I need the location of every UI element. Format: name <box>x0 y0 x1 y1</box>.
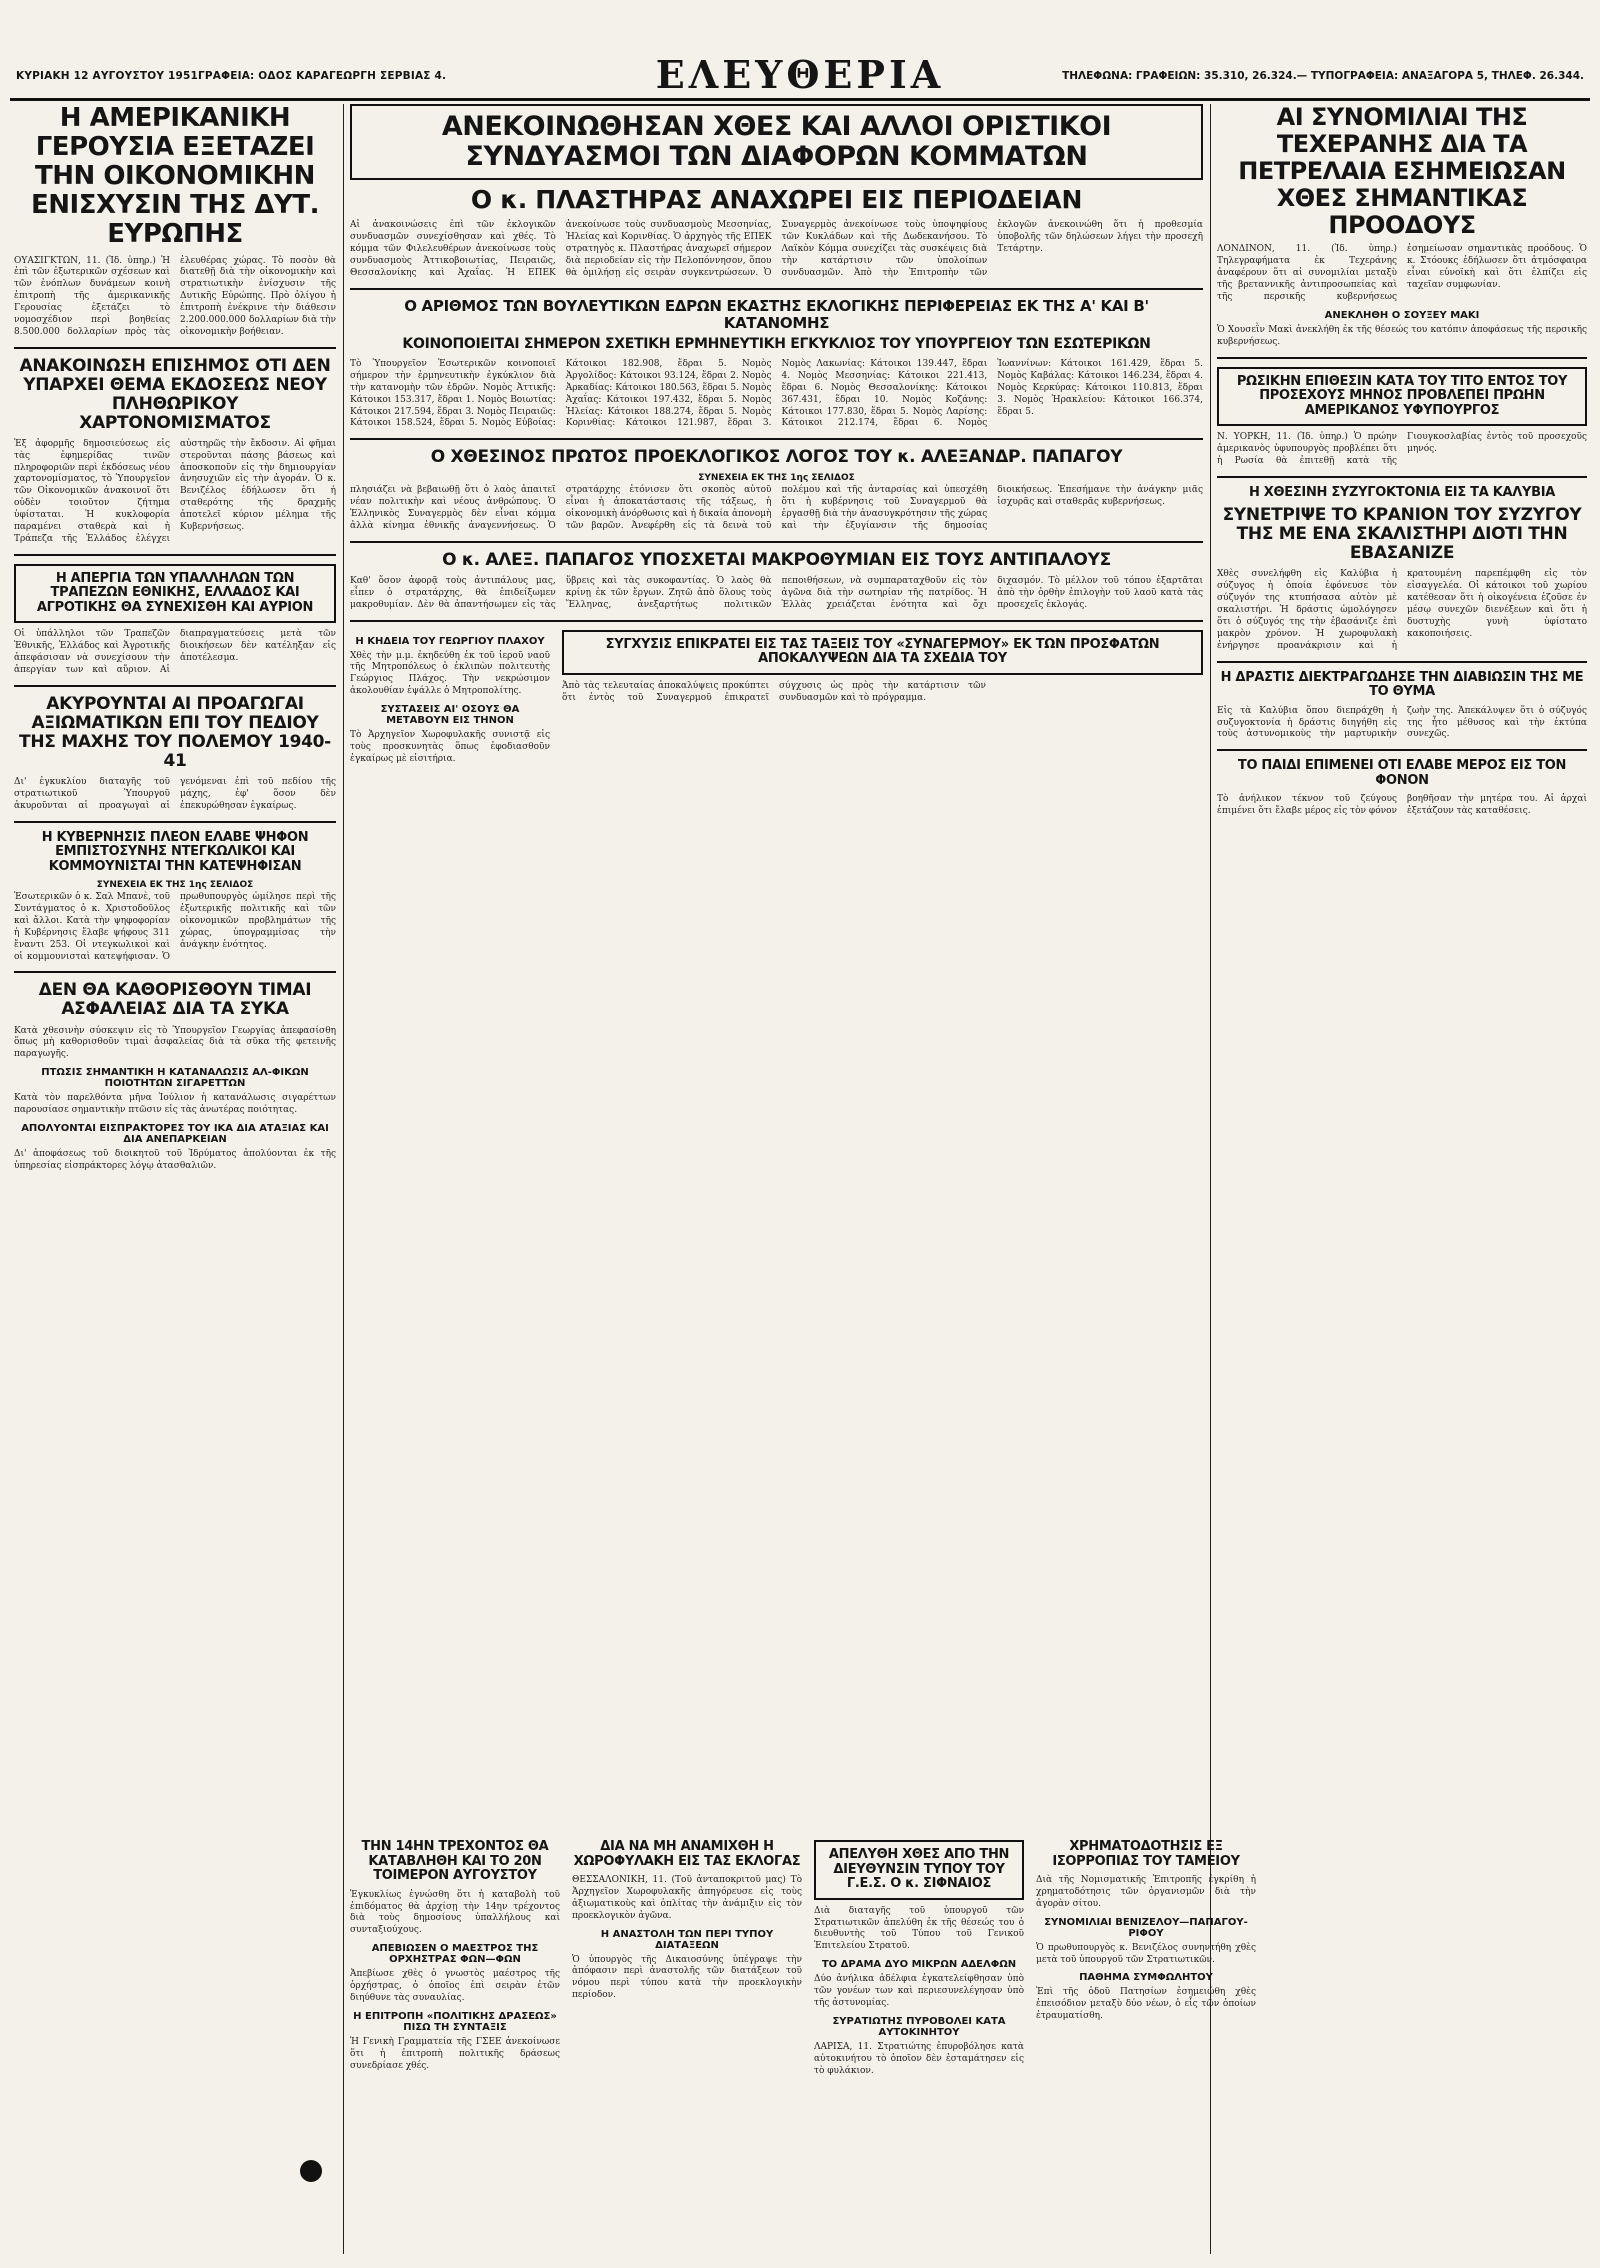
article-financing: Διὰ τῆς Νομισματικῆς Ἐπιτροπῆς ἐγκρίθη ἡ χρηματοδότησις τῶν ὀργανισμῶν διὰ τὴν ἀγορὰν σίτου. <box>1036 1875 1256 1909</box>
headline-child: ΤΟ ΠΑΙΔΙ ΕΠΙΜΕΝΕΙ ΟΤΙ ΕΛΑΒΕ ΜΕΡΟΣ ΕΙΣ ΤΟΝ ΦΟΝΟΝ <box>1237 758 1567 788</box>
article-committee: Ἡ Γενικὴ Γραμματεία τῆς ΓΣΕΕ ἀνεκοίνωσε ὅτι ἡ ἐπιτροπὴ πολιτικῆς δράσεως συνεδρίασε χθές. <box>350 2036 560 2071</box>
headline-circular: ΚΟΙΝΟΠΟΙΕΙΤΑΙ ΣΗΜΕΡΟΝ ΣΧΕΤΙΚΗ ΕΡΜΗΝΕΥΤΙΚΗ ΕΓΚΥΚΛΙΟΣ ΤΟΥ ΥΠΟΥΡΓΕΙΟΥ ΤΩΝ ΕΣΩΤΕΡΙΚΩΝ <box>402 336 1151 353</box>
article-kalyvia: Χθὲς συνελήφθη εἰς Καλύβια ἡ σύζυγος ἡ ὁποία ἐφόνευσε τὸν σύζυγόν της κτυπήσασα αὐτὸν μὲ σκαλιστήρι. Ἡ δράστις ὡμολόγησεν ὅτι ὁ σύζυγός της τὴν ἐβασάνιζε ἐπὶ μακρὸν χρόνον. Ἡ χωροφυλακὴ ἐνήργησε προανάκρισιν καὶ ἡ κρατουμένη παρεπέμφθη εἰς τὸν εἰσαγγελέα. Οἱ κάτοικοι τοῦ χωρίου κατέθεσαν ὅτι ἡ οἰκογένεια ἐζοῦσε ἐν μέσῳ συνεχῶν διενέξεων καὶ ὅτι ἡ δυστυχὴς γυνὴ ὑφίστατο κακοποιήσεις. <box>1217 569 1587 651</box>
bottom-strip <box>350 1840 1587 2077</box>
headline-promotions: ΑΚΥΡΟΥΝΤΑΙ ΑΙ ΠΡΟΑΓΩΓΑΙ ΑΞΙΩΜΑΤΙΚΩΝ ΕΠΙ ΤΟΥ ΠΕΔΙΟΥ ΤΗΣ ΜΑΧΗΣ ΤΟΥ ΠΟΛΕΜΟΥ 1940-41 <box>19 693 331 771</box>
newspaper-page <box>10 0 1590 2262</box>
article-us-senate: ΟΥΑΣΙΓΚΤΩΝ, 11. (Ἰδ. ὑπηρ.) Ἡ ἐπὶ τῶν ἐξωτερικῶν σχέσεων καὶ τῶν ἐνόπλων δυνάμεων κοινὴ ἐπιτροπὴ τῆς ἀμερικανικῆς Γερουσίας ἐξετάζει τὸ νομοσχέδιον περὶ βοηθείας 8.500.000 δολλαρίων πρὸς τὰς ἐλευθέρας χώρας. Τὸ ποσὸν θὰ διατεθῇ διὰ τὴν οἰκονομικὴν καὶ στρατιωτικὴν ἐνίσχυσιν τῆς Δυτικῆς Εὐρώπης. Πρὸ ὀλίγου ἡ ἐπιτροπὴ ἐνέκρινε τὴν διάθεσιν 2.200.000.000 δολλαρίων διὰ τὴν οἰκονομικὴν βοήθειαν. <box>14 255 336 337</box>
continuation-note: ΣΥΝΕΧΕΙΑ ΕΚ ΤΗΣ 1ης ΣΕΛΙΔΟΣ <box>96 880 254 891</box>
middle-column <box>350 104 1203 766</box>
subhead-talks: ΣΥΝΟΜΙΛΙΑΙ ΒΕΝΙΖΕΛΟΥ—ΠΑΠΑΓΟΥ-ΡΙΦΟΥ <box>1044 1916 1248 1939</box>
headline-allowance: ΤΗΝ 14ΗΝ ΤΡΕΧΟΝΤΟΣ ΘΑ ΚΑΤΑΒΛΗΘΗ ΚΑΙ ΤΟ 20Ν ΤΟΙΜΕΡΟΝ ΑΥΓΟΥΣΤΟΥ <box>361 1839 549 1884</box>
subhead-maki: ΑΝΕΚΛΗΘΗ Ο ΣΟΥΞΕΥ ΜΑΚΙ <box>1324 309 1480 321</box>
masthead <box>10 52 1590 101</box>
article-tinos: Τὸ Ἀρχηγεῖον Χωροφυλακῆς συνιστᾷ εἰς τοὺς προσκυνητὰς ὅπως ἐφοδιασθοῦν ἐγκαίρως μὲ εἰσιτήρια. <box>350 730 550 764</box>
article-coalitions: Αἱ ἀνακοινώσεις ἐπὶ τῶν ἐκλογικῶν συνδυασμῶν συνεχίσθησαν καὶ χθές. Τὸ κόμμα τῶν Φιλελευθέρων ἀνεκοίνωσε τοὺς συνδυασμοὺς Ἀττικοβοιωτίας, Πειραιῶς, Θεσσαλονίκης καὶ Ἀχαΐας. Ἡ ΕΠΕΚ ἀνεκοίνωσε τοὺς συνδυασμοὺς Μεσσηνίας, Ἠλείας καὶ Κορινθίας. Ὁ ἀρχηγὸς τῆς ΕΠΕΚ στρατηγὸς κ. Πλαστήρας ἀναχωρεῖ σήμερον διὰ περιοδείαν εἰς τὴν Πελοπόννησον, ὅπου θὰ ὁμιλήσῃ εἰς σειρὰν συγκεντρώσεων. Ὁ Συναγερμὸς ἀνεκοίνωσε τοὺς ὑποψηφίους τῶν Κυκλάδων καὶ τῆς Δωδεκανήσου. Τὸ Λαϊκὸν Κόμμα συνεχίζει τὰς συσκέψεις διὰ τὴν κατάρτισιν τῶν ὑπολοίπων συνδυασμῶν. Ἀπὸ τὴν Ἐπιτροπὴν τῶν ἐκλογῶν ἀνεκοινώθη ὅτι ἡ προθεσμία ὑποβολῆς τῶν δηλώσεων λήγει τὴν προσεχῆ Τετάρτην. <box>350 220 1203 278</box>
headline-kalyvia: Η ΧΘΕΣΙΝΗ ΣΥΖΥΓΟΚΤΟΝΙΑ ΕΙΣ ΤΑ ΚΑΛΥΒΙΑ <box>1248 484 1556 500</box>
subhead-soldier: ΣΥΡΑΤΙΩΤΗΣ ΠΥΡΟΒΟΛΕΙ ΚΑΤΑ ΑΥΤΟΚΙΝΗΤΟΥ <box>832 2015 1006 2038</box>
subhead-cigarettes: ΠΤΩΣΙΣ ΣΗΜΑΝΤΙΚΗ Η ΚΑΤΑΝΑΛΩΣΙΣ ΑΛ-ΦΙΚΩΝ ΠΟΙΟΤΗΤΩΝ ΣΙΓΑΡΕΤΤΩΝ <box>41 1067 309 1090</box>
subhead-maestro: ΑΠΕΒΙΩΣΕΝ Ο ΜΑΕΣΤΡΟΣ ΤΗΣ ΟΡΧΗΣΤΡΑΣ ΦΩΝ—ΦΩΝ <box>371 1943 539 1966</box>
article-figs: Κατὰ χθεσινὴν σύσκεψιν εἰς τὸ Ὑπουργεῖον Γεωργίας ἀπεφασίσθη ὅπως μὴ καθορισθοῦν τιμαὶ ἀσφαλείας διὰ τὰ σῦκα τῆς φετεινῆς παραγωγῆς. <box>14 1025 336 1060</box>
left-column <box>14 104 336 1173</box>
headline-tehran: ΑΙ ΣΥΝΟΜΙΛΙΑΙ ΤΗΣ ΤΕΧΕΡΑΝΗΣ ΔΙΑ ΤΑ ΠΕΤΡΕΛΑΙΑ ΕΣΗΜΕΙΩΣΑΝ ΧΘΕΣ ΣΗΜΑΝΤΙΚΑΣ ΠΡΟΟΔΟΥΣ <box>1238 103 1566 239</box>
headline-tito: ΡΩΣΙΚΗΝ ΕΠΙΘΕΣΙΝ ΚΑΤΑ ΤΟΥ ΤΙΤΟ ΕΝΤΟΣ ΤΟΥ ΠΡΟΣΕΧΟΥΣ ΜΗΝΟΣ ΠΡΟΒΛΕΠΕΙ ΠΡΩΗΝ ΑΜΕΡΙΚΑΝΟΣ ΥΦΥΠΟΥΡΓΟΣ <box>1217 367 1587 427</box>
article-child: Τὸ ἀνήλικον τέκνον τοῦ ζεύγους ἐπιμένει ὅτι ἔλαβε μέρος εἰς τὸν φόνον βοηθῆσαν τὴν μητέρα του. Αἱ ἀρχαὶ ἐξετάζουν τὰς καταθέσεις. <box>1217 794 1587 817</box>
headline-gendarmerie: ΔΙΑ ΝΑ ΜΗ ΑΝΑΜΙΧΘΗ Η ΧΩΡΟΦΥΛΑΚΗ ΕΙΣ ΤΑΣ ΕΚΛΟΓΑΣ <box>573 1839 801 1869</box>
article-tito: Ν. ΥΟΡΚΗ, 11. (Ἰδ. ὑπηρ.) Ὁ πρώην ἀμερικανὸς ὑφυπουργὸς προβλέπει ὅτι ἡ Ρωσία θὰ ἐπιτεθῇ κατὰ τῆς Γιουγκοσλαβίας ἐντὸς τοῦ προσεχοῦς μηνός. <box>1217 432 1587 466</box>
article-cigarettes: Κατὰ τὸν παρελθόντα μῆνα Ἰούλιον ἡ κατανάλωσις σιγαρέττων παρουσίασε σημαντικὴν πτῶσιν εἰς τὰς ἀνωτέρας ποιότητας. <box>14 1093 336 1116</box>
column-rule <box>343 104 344 2254</box>
subhead-ika: ΑΠΟΛΥΟΝΤΑΙ ΕΙΣΠΡΑΚΤΟΡΕΣ ΤΟΥ ΙΚΑ ΔΙΑ ΑΤΑΞΙΑΣ ΚΑΙ ΔΙΑ ΑΝΕΠΑΡΚΕΙΑΝ <box>21 1122 329 1145</box>
headline-perpetrator: Η ΔΡΑΣΤΙΣ ΔΙΕΚΤΡΑΓΩΔΗΣΕ ΤΗΝ ΔΙΑΒΙΩΣΙΝ ΤΗΣ ΜΕ ΤΟ ΘΥΜΑ <box>1220 669 1584 700</box>
article-synagermos: Ἀπὸ τὰς τελευταίας ἀποκαλύψεις προκύπτει ὅτι ἐντὸς τοῦ Συναγερμοῦ ἐπικρατεῖ σύγχυσις ὡς πρὸς τὴν κατάρτισιν τῶν συνδυασμῶν καὶ τὸ πρόγραμμα. <box>562 680 986 703</box>
article-confidence-vote: Ἐσωτερικῶν ὁ κ. Σαλ Μπανὲ, τοῦ Συντάγματος ὁ κ. Χριστοδοῦλος καὶ ἄλλοι. Κατὰ τὴν ψηφοφορίαν ἡ Κυβέρνησις ἔλαβε ψήφους 311 ἔναντι 253. Οἱ ντεγκωλικοὶ καὶ οἱ κομμουνισταὶ κατεψήφισαν. Ὁ πρωθυπουργὸς ὡμίλησε περὶ τῆς ἐξωτερικῆς πολιτικῆς καὶ τῶν οἰκονομικῶν προβλημάτων τῆς χώρας, ὑπογραμμίσας τὴν ἀνάγκην ἑνότητος. <box>14 892 336 962</box>
headline-seats: Ο ΑΡΙΘΜΟΣ ΤΩΝ ΒΟΥΛΕΥΤΙΚΩΝ ΕΔΡΩΝ ΕΚΑΣΤΗΣ ΕΚΛΟΓΙΚΗΣ ΠΕΡΙΦΕΡΕΙΑΣ ΕΚ ΤΗΣ Α' ΚΑΙ Β' ΚΑΤΑΝΟΜΗΣ <box>404 296 1149 332</box>
article-papagos-speech: πλησιάζει νὰ βεβαιωθῇ ὅτι ὁ λαὸς ἀπαιτεῖ νέαν πολιτικὴν καὶ νέους ἀνθρώπους. Ὁ Ἑλληνικὸς Συναγερμὸς δὲν εἶναι κόμμα ἀλλὰ κίνημα ἐθνικῆς ἀναγεννήσεως. Ὁ στρατάρχης ἐτόνισεν ὅτι σκοπὸς αὐτοῦ εἶναι ἡ ἀποκατάστασις τῆς τάξεως, ἡ οἰκονομικὴ ἀνόρθωσις καὶ ἡ δικαία ἀπονομὴ τῶν βαρῶν. Ἀνεφέρθη εἰς τὰ δεινὰ τοῦ πολέμου καὶ τῆς ἀνταρσίας καὶ ὑπεσχέθη ὅτι ἡ κυβέρνησις τοῦ Συναγερμοῦ θὰ ἐργασθῇ διὰ τὴν ἀνασυγκρότησιν τῆς χώρας καὶ τὴν ἐξυγίανσιν τῆς δημοσίας διοικήσεως. Ἐπεσήμανε τὴν ἀνάγκην μιᾶς ἰσχυρᾶς καὶ σταθερᾶς κυβερνήσεως. <box>350 485 1203 532</box>
headline-bank-strike: Η ΑΠΕΡΓΙΑ ΤΩΝ ΥΠΑΛΛΗΛΩΝ ΤΩΝ ΤΡΑΠΕΖΩΝ ΕΘΝΙΚΗΣ, ΕΛΛΑΔΟΣ ΚΑΙ ΑΓΡΟΤΙΚΗΣ ΘΑ ΣΥΝΕΧΙΣΘΗ ΚΑΙ ΑΥΡΙΟΝ <box>14 564 336 624</box>
headline-synagermos: ΣΥΓΧΥΣΙΣ ΕΠΙΚΡΑΤΕΙ ΕΙΣ ΤΑΣ ΤΑΞΕΙΣ ΤΟΥ «ΣΥΝΑΓΕΡΜΟΥ» ΕΚ ΤΩΝ ΠΡΟΣΦΑΤΩΝ ΑΠΟΚΑΛΥΨΕΩΝ ΔΙΑ ΤΑ ΣΧΕΔΙΑ ΤΟΥ <box>562 630 1203 675</box>
article-classmate: Ἐπὶ τῆς ὁδοῦ Πατησίων ἐσημειώθη χθὲς ἐπεισόδιον μεταξὺ δύο νέων, ὁ εἷς τῶν ὁποίων ἐτραυματίσθη. <box>1036 1987 1256 2022</box>
article-allowance: Ἐγκυκλίως ἐγνώσθη ὅτι ἡ καταβολὴ τοῦ ἐπιδόματος θὰ ἀρχίσῃ τὴν 14ην τρέχοντος διὰ τοὺς δημοσίους ὑπαλλήλους καὶ συνταξιούχους. <box>350 1889 560 1936</box>
article-seats: Τὸ Ὑπουργεῖον Ἐσωτερικῶν κοινοποιεῖ σήμερον τὴν ἑρμηνευτικὴν ἐγκύκλιον διὰ τὴν κατανομὴν τῶν ἑδρῶν. Νομὸς Ἀττικῆς: Κάτοικοι 153.317, ἕδραι 1. Νομὸς Βοιωτίας: Κάτοικοι 217.594, ἕδραι 3. Νομὸς Πειραιῶς: Κάτοικοι 158.524, ἕδραι 5. Νομὸς Εὐβοίας: Κάτοικοι 182.908, ἕδραι 5. Νομὸς Ἀργολίδος: Κάτοικοι 93.124, ἕδραι 2. Νομὸς Ἀρκαδίας: Κάτοικοι 180.563, ἕδραι 5. Νομὸς Ἀχαΐας: Κάτοικοι 197.432, ἕδραι 5. Νομὸς Ἠλείας: Κάτοικοι 188.274, ἕδραι 5. Νομὸς Κορινθίας: Κάτοικοι 121.987, ἕδραι 3. Νομὸς Λακωνίας: Κάτοικοι 139.447, ἕδραι 4. Νομὸς Μεσσηνίας: Κάτοικοι 221.413, ἕδραι 6. Νομὸς Θεσσαλονίκης: Κάτοικοι 367.431, ἕδραι 10. Νομὸς Κοζάνης: Κάτοικοι 177.830, ἕδραι 5. Νομὸς Λαρίσης: Κάτοικοι 212.174, ἕδραι 6. Νομὸς Ἰωαννίνων: Κάτοικοι 161.429, ἕδραι 5. Νομὸς Καβάλας: Κάτοικοι 146.234, ἕδραι 4. Νομὸς Κερκύρας: Κάτοικοι 110.813, ἕδραι 3. Νομὸς Ἡρακλείου: Κάτοικοι 166.374, ἕδραι 5. <box>350 359 1203 429</box>
article-perpetrator: Εἰς τὰ Καλύβια ὅπου διεπράχθη ἡ συζυγοκτονία ἡ δράστις διηγήθη εἰς τοὺς ἀστυνομικοὺς τὴν μαρτυρικὴν ζωὴν της. Ἀπεκάλυψεν ὅτι ὁ σύζυγός της ἦτο μέθυσος καὶ τὴν ἐκτύπα συνεχῶς. <box>1217 705 1587 740</box>
subhead-siblings: ΤΟ ΔΡΑΜΑ ΔΥΟ ΜΙΚΡΩΝ ΑΔΕΛΦΩΝ <box>821 1959 1017 1971</box>
subhead-committee: Η ΕΠΙΤΡΟΠΗ «ΠΟΛΙΤΙΚΗΣ ΔΡΑΣΕΩΣ» ΠΙΣΩ ΤΗ ΣΥΝΤΑΞΙΣ <box>353 2010 557 2033</box>
article-funeral: Χθὲς τὴν μ.μ. ἐκηδεύθη ἐκ τοῦ ἱεροῦ ναοῦ τῆς Μητροπόλεως ὁ ἐκλιπὼν πολιτευτὴς Γεώργιος Πλάχος. Τὴν νεκρώσιμον ἀκολουθίαν ἐψάλλε ὁ Μητροπολίτης. <box>350 650 550 697</box>
article-talks: Ὁ πρωθυπουργὸς κ. Βενιζέλος συνηντήθη χθὲς μετὰ τοῦ ὑπουργοῦ τῶν Στρατιωτικῶν. <box>1036 1942 1256 1965</box>
subhead-funeral: Η ΚΗΔΕΙΑ ΤΟΥ ΓΕΩΡΓΙΟΥ ΠΛΑΧΟΥ <box>355 635 545 647</box>
subhead-classmate: ΠΑΘΗΜΑ ΣΥΜΦΩΛΗΤΟΥ <box>1079 1972 1213 1984</box>
article-bank-strike: Οἱ ὑπάλληλοι τῶν Τραπεζῶν Ἐθνικῆς, Ἑλλάδος καὶ Ἀγροτικῆς ἀπεφάσισαν νὰ συνεχίσουν τὴν ἀπεργίαν των καὶ αὔριον. Αἱ διαπραγματεύσεις μετὰ τῶν διοικήσεων δὲν κατέληξαν εἰς ἀποτέλεσμα. <box>14 629 336 675</box>
continuation-note: ΣΥΝΕΧΕΙΑ ΕΚ ΤΗΣ 1ης ΣΕΛΙΔΟΣ <box>698 473 855 484</box>
headline-plastiras: Ο κ. ΠΛΑΣΤΗΡΑΣ ΑΝΑΧΩΡΕΙ ΕΙΣ ΠΕΡΙΟΔΕΙΑΝ <box>470 185 1083 215</box>
headline-banknote: ΑΝΑΚΟΙΝΩΣΗ ΕΠΙΣΗΜΟΣ ΟΤΙ ΔΕΝ ΥΠΑΡΧΕΙ ΘΕΜΑ ΕΚΔΟΣΕΩΣ ΝΕΟΥ ΠΛΗΘΩΡΙΚΟΥ ΧΑΡΤΟΝΟΜΙΣΜΑΤΟΣ <box>19 355 331 433</box>
article-tehran: ΛΟΝΔΙΝΟΝ, 11. (Ἰδ. ὑπηρ.) Τηλεγραφήματα ἐκ Τεχεράνης ἀναφέρουν ὅτι αἱ συνομιλίαι μεταξὺ τῆς βρεταννικῆς ἀντιπροσωπείας καὶ τῆς περσικῆς κυβερνήσεως ἐσημείωσαν σημαντικὰς προόδους. Ὁ κ. Στόουκς ἐδήλωσεν ὅτι ἀτμόσφαιρα εἶναι εὐνοϊκὴ καὶ ὅτι ἐλπίζει εἰς ταχεῖαν συμφωνίαν. <box>1217 244 1587 302</box>
article-press-law: Ὁ ὑπουργὸς τῆς Δικαιοσύνης ὑπέγραψε τὴν ἀπόφασιν περὶ ἀναστολῆς τῶν διατάξεων τοῦ νόμου περὶ τύπου κατὰ τὴν προεκλογικὴν περίοδον. <box>572 1954 802 2001</box>
masthead-date-address: ΚΥΡΙΑΚΗ 12 ΑΥΓΟΥΣΤΟΥ 1951ΓΡΑΦΕΙΑ: ΟΔΟΣ ΚΑΡΑΓΕΩΡΓΗ ΣΕΡΒΙΑΣ 4. <box>16 70 447 82</box>
headline-papagos-speech: Ο ΧΘΕΣΙΝΟΣ ΠΡΩΤΟΣ ΠΡΟΕΚΛΟΓΙΚΟΣ ΛΟΓΟΣ ΤΟΥ κ. ΑΛΕΞΑΝΔΡ. ΠΑΠΑΓΟΥ <box>430 447 1123 468</box>
article-papagos-rivals: Καθ' ὅσον ἀφορᾷ τοὺς ἀντιπάλους μας, εἶπεν ὁ στρατάρχης, θὰ ἐπιδείξωμεν μακροθυμίαν. Δὲν θὰ ἀπαντήσωμεν εἰς τὰς ὕβρεις καὶ τὰς συκοφαντίας. Ὁ λαὸς θὰ κρίνῃ ἐκ τῶν ἔργων. Ζητῶ ἀπὸ ὅλους τοὺς Ἕλληνας, ἀνεξαρτήτως πολιτικῶν πεποιθήσεων, νὰ συμπαραταχθοῦν εἰς τὸν ἀγῶνα διὰ τὴν σωτηρίαν τῆς πατρίδος. Ἡ Ἑλλὰς χρειάζεται ἑνότητα καὶ ὄχι διχασμόν. Τὸ μέλλον τοῦ τόπου ἐξαρτᾶται ἀπὸ τὴν ὀρθὴν ἐπιλογὴν τοῦ λαοῦ κατὰ τὰς προσεχεῖς ἐκλογάς. <box>350 575 1203 610</box>
headline-financing: ΧΡΗΜΑΤΟΔΟΤΗΣΙΣ ΕΞ ΙΣΟΡΡΟΠΙΑΣ ΤΟΥ ΤΑΜΕΙΟΥ <box>1052 1839 1240 1869</box>
headline-papagos-rivals: Ο κ. ΑΛΕΞ. ΠΑΠΑΓΟΣ ΥΠΟΣΧΕΤΑΙ ΜΑΚΡΟΘΥΜΙΑΝ ΕΙΣ ΤΟΥΣ ΑΝΤΙΠΑΛΟΥΣ <box>442 549 1111 570</box>
article-banknote: Ἐξ ἀφορμῆς δημοσιεύσεως εἰς τὰς ἐφημερίδας τινῶν πληροφοριῶν περὶ ἐκδόσεως νέου χαρτονομίσματος, τὸ Ὑπουργεῖον τῶν Οἰκονομικῶν ἀνακοινοῖ ὅτι οὐδὲν τοιοῦτον ζήτημα ὑφίσταται. Ἡ κυκλοφορία παραμένει σταθερὰ καὶ ἡ Τράπεζα τῆς Ἑλλάδος ἐλέγχει αὐστηρῶς τὴν ἔκδοσιν. Αἱ φῆμαι στεροῦνται πάσης βάσεως καὶ ἀποσκοποῦν εἰς τὴν δημιουργίαν ἀνησυχιῶν εἰς τὴν ἀγοράν. Ὁ κ. Βενιζέλος ἐδήλωσεν ὅτι ἡ σταθερότης τῆς δραχμῆς ἀποτελεῖ κύριον μέλημα τῆς Κυβερνήσεως. <box>14 438 336 544</box>
headline-us-senate: Η ΑΜΕΡΙΚΑΝΙΚΗ ΓΕΡΟΥΣΙΑ ΕΞΕΤΑΖΕΙ ΤΗΝ ΟΙΚΟΝΟΜΙΚΗΝ ΕΝΙΣΧΥΣΙΝ ΤΗΣ ΔΥΤ. ΕΥΡΩΠΗΣ <box>31 103 319 250</box>
headline-figs: ΔΕΝ ΘΑ ΚΑΘΟΡΙΣΘΟΥΝ ΤΙΜΑΙ ΑΣΦΑΛΕΙΑΣ ΔΙΑ ΤΑ ΣΥΚΑ <box>38 980 312 1020</box>
article-ika: Δι' ἀποφάσεως τοῦ διοικητοῦ τοῦ Ἱδρύματος ἀπολύονται ἐκ τῆς ὑπηρεσίας εἰσπράκτορες λόγῳ ἀτασθαλιῶν. <box>14 1148 336 1171</box>
article-sifnaios: Διὰ διαταγῆς τοῦ ὑπουργοῦ τῶν Στρατιωτικῶν ἀπελύθη ἐκ τῆς θέσεώς του ὁ διευθυντὴς τοῦ Τύπου τοῦ Γενικοῦ Ἐπιτελείου Στρατοῦ. <box>814 1905 1024 1952</box>
headline-sifnaios: ΑΠΕΛΥΘΗ ΧΘΕΣ ΑΠΟ ΤΗΝ ΔΙΕΥΘΥΝΣΙΝ ΤΥΠΟΥ ΤΟΥ Γ.Ε.Σ. Ο κ. ΣΙΦΝΑΙΟΣ <box>814 1840 1024 1900</box>
subhead-tinos: ΣΥΣΤΑΣΕΙΣ ΑΙ' ΟΣΟΥΣ ΘΑ ΜΕΤΑΒΟΥΝ ΕΙΣ ΤΗΝΟΝ <box>380 704 520 727</box>
ink-blot <box>300 2160 322 2182</box>
headline-confidence-vote: Η ΚΥΒΕΡΝΗΣΙΣ ΠΛΕΟΝ ΕΛΑΒΕ ΨΗΦΟΝ ΕΜΠΙΣΤΟΣΥΝΗΣ ΝΤΕΓΚΩΛΙΚΟΙ ΚΑΙ ΚΟΜΜΟΥΝΙΣΤΑΙ ΤΗΝ ΚΑΤΕΨΗΦΙΣΑΝ <box>41 829 309 874</box>
article-maki: Ὁ Χουσεῒν Μακὶ ἀνεκλήθη ἐκ τῆς θέσεώς του κατόπιν ἀποφάσεως τῆς περσικῆς κυβερνήσεως. <box>1217 324 1587 347</box>
article-gendarmerie: ΘΕΣΣΑΛΟΝΙΚΗ, 11. (Τοῦ ἀνταποκριτοῦ μας) Τὸ Ἀρχηγεῖον Χωροφυλακῆς ἀπηγόρευσε εἰς τοὺς ἀξιωματικοὺς καὶ ὁπλίτας τὴν ἀνάμιξιν εἰς τὸν προεκλογικὸν ἀγῶνα. <box>572 1875 802 1921</box>
right-column <box>1217 104 1587 818</box>
headline-coalitions: ΑΝΕΚΟΙΝΩΘΗΣΑΝ ΧΘΕΣ ΚΑΙ ΑΛΛΟΙ ΟΡΙΣΤΙΚΟΙ ΣΥΝΔΥΑΣΜΟΙ ΤΩΝ ΔΙΑΦΟΡΩΝ ΚΟΜΜΑΤΩΝ <box>350 104 1203 180</box>
article-siblings: Δύο ἀνήλικα ἀδέλφια ἐγκατελείφθησαν ὑπὸ τῶν γονέων των καὶ περιεσυνελέγησαν ὑπὸ τῆς ἀστυνομίας. <box>814 1974 1024 2008</box>
article-maestro: Ἀπεβίωσε χθὲς ὁ γνωστὸς μαέστρος τῆς ὀρχήστρας, ὁ ὁποῖος ἐπὶ σειρὰν ἐτῶν διηύθυνε τὰς συναυλίας. <box>350 1969 560 2003</box>
headline-skull: ΣΥΝΕΤΡΙΨΕ ΤΟ ΚΡΑΝΙΟΝ ΤΟΥ ΣΥΖΥΓΟΥ ΤΗΣ ΜΕ ΕΝΑ ΣΚΑΛΙΣΤΗΡΙ ΔΙΟΤΙ ΤΗΝ ΕΒΑΣΑΝΙΖΕ <box>1222 505 1582 564</box>
masthead-phones: ΤΗΛΕΦΩΝΑ: ΓΡΑΦΕΙΩΝ: 35.310, 26.324.— ΤΥΠΟΓΡΑΦΕΙΑ: ΑΝΑΞΑΓΟΡΑ 5, ΤΗΛΕΦ. 26.344. <box>1062 70 1584 82</box>
subhead-press-law: Η ΑΝΑΣΤΟΛΗ ΤΩΝ ΠΕΡΙ ΤΥΠΟΥ ΔΙΑΤΑΞΕΩΝ <box>600 1928 774 1951</box>
article-promotions: Δι' ἐγκυκλίου διαταγῆς τοῦ στρατιωτικοῦ Ὑπουργοῦ ἀκυροῦνται αἱ προαγωγαὶ αἱ γενόμεναι ἐπὶ τοῦ πεδίου τῆς μάχης, ἐφ' ὅσον δὲν ἐπεκυρώθησαν ἐγκαίρως. <box>14 776 336 811</box>
newspaper-title: ΕΛΕΥΘΕΡΙΑ <box>655 52 945 97</box>
article-soldier: ΛΑΡΙΣΑ, 11. Στρατιώτης ἐπυροβόλησε κατὰ αὐτοκινήτου τὸ ὁποῖον δὲν ἐσταμάτησεν εἰς τὸ φυλάκιον. <box>814 2041 1024 2076</box>
